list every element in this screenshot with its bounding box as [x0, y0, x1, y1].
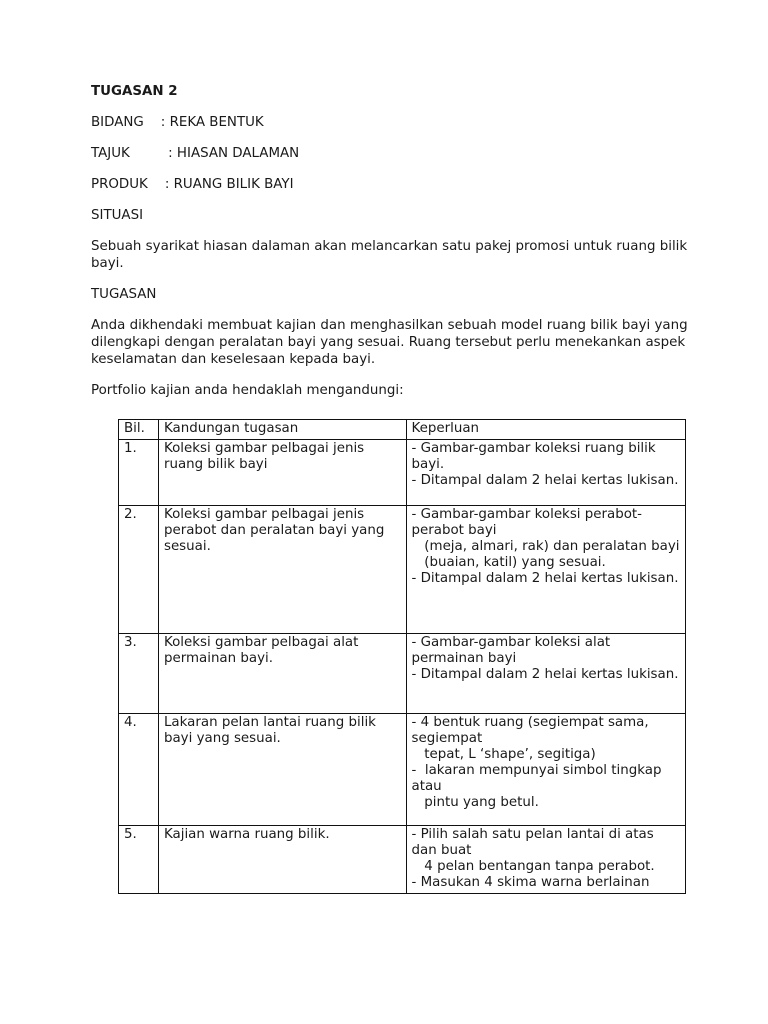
field-produk: [91, 176, 691, 193]
situasi-heading: SITUASI: [91, 208, 144, 223]
document-page: [91, 83, 691, 413]
requirement-line: - lakaran mempunyai simbol tingkap atau: [411, 763, 666, 794]
cell-keperluan: [406, 634, 685, 714]
table-row: [119, 714, 686, 826]
requirement-line: tepat, L ‘shape’, segitiga): [411, 747, 596, 762]
field-value: REKA BENTUK: [169, 115, 264, 130]
requirement-line: - Gambar-gambar koleksi perabot-perabot bayi: [411, 507, 642, 538]
cell-keperluan: [406, 714, 685, 826]
requirement-line: - Ditampal dalam 2 helai kertas lukisan.: [411, 667, 679, 682]
requirement-line: - Ditampal dalam 2 helai kertas lukisan.: [411, 571, 679, 586]
field-bidang: [91, 114, 691, 131]
requirement-line: - Gambar-gambar koleksi alat permainan bayi: [411, 635, 615, 666]
requirement-line: (meja, almari, rak) dan peralatan bayi: [411, 539, 680, 554]
cell-bil: 1.: [119, 440, 159, 506]
table-row: [119, 506, 686, 634]
tugasan-heading: TUGASAN: [91, 287, 157, 302]
table-row: [119, 634, 686, 714]
field-tajuk: [91, 145, 691, 162]
cell-bil: 4.: [119, 714, 159, 826]
field-separator: :: [143, 115, 170, 130]
cell-kandungan: Lakaran pelan lantai ruang bilik bayi yang sesuai.: [158, 714, 406, 826]
cell-keperluan: [406, 506, 685, 634]
requirement-line: pintu yang betul.: [411, 795, 539, 810]
field-label: BIDANG: [91, 115, 144, 130]
header-keperluan: Keperluan: [406, 420, 685, 440]
requirement-line: - Gambar-gambar koleksi ruang bilik bayi.: [411, 441, 660, 472]
field-separator: :: [147, 177, 174, 192]
header-kandungan: Kandungan tugasan: [158, 420, 406, 440]
cell-keperluan: [406, 826, 685, 894]
task-table: [118, 419, 686, 894]
field-label: TAJUK: [91, 146, 130, 161]
tugasan-paragraph: Anda dikhendaki membuat kajian dan menghasilkan sebuah model ruang bilik bayi yang dilengkapi dengan peralatan bayi yang sesuai. Ruang tersebut perlu menekankan aspek keselamatan dan keselesaan kepada bayi.: [91, 318, 692, 367]
cell-kandungan: Koleksi gambar pelbagai jenis perabot dan peralatan bayi yang sesuai.: [158, 506, 406, 634]
field-label: PRODUK: [91, 177, 148, 192]
cell-kandungan: Koleksi gambar pelbagai jenis ruang bilik bayi: [158, 440, 406, 506]
header-bil: Bil.: [119, 420, 159, 440]
cell-bil: 2.: [119, 506, 159, 634]
requirement-line: - Ditampal dalam 2 helai kertas lukisan.: [411, 473, 679, 488]
requirement-line: (buaian, katil) yang sesuai.: [411, 555, 606, 570]
table-header-row: [119, 420, 686, 440]
requirement-line: 4 pelan bentangan tanpa perabot.: [411, 859, 655, 874]
table-row: [119, 826, 686, 894]
cell-keperluan: [406, 440, 685, 506]
field-value: RUANG BILIK BAYI: [173, 177, 294, 192]
field-value: HIASAN DALAMAN: [176, 146, 300, 161]
situasi-paragraph: Sebuah syarikat hiasan dalaman akan melancarkan satu pakej promosi untuk ruang bilik bayi.: [91, 239, 692, 271]
field-separator: :: [129, 146, 177, 161]
requirement-line: - 4 bentuk ruang (segiempat sama, segiempat: [411, 715, 653, 746]
table-row: [119, 440, 686, 506]
cell-kandungan: Kajian warna ruang bilik.: [158, 826, 406, 894]
cell-bil: 5.: [119, 826, 159, 894]
portfolio-intro: Portfolio kajian anda hendaklah mengandungi:: [91, 383, 404, 398]
requirement-line: - Masukan 4 skima warna berlainan: [411, 875, 650, 890]
cell-bil: 3.: [119, 634, 159, 714]
cell-kandungan: Koleksi gambar pelbagai alat permainan bayi.: [158, 634, 406, 714]
requirement-line: - Pilih salah satu pelan lantai di atas dan buat: [411, 827, 658, 858]
document-title: TUGASAN 2: [91, 84, 178, 99]
